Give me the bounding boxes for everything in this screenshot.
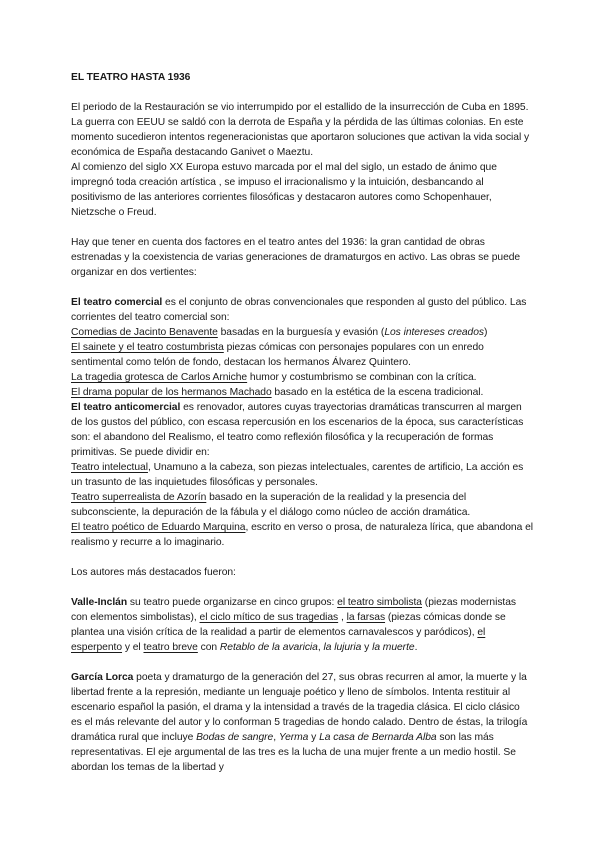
work-title: La casa de Bernarda Alba [319,732,437,743]
work-title: Retablo de la avaricia [219,642,318,653]
comercial-item: El drama popular de los hermanos Machado basado en la estética de la escena tradicional. [71,387,484,398]
intro-text-2: Al comienzo del siglo XX Europa estuvo marcada por el mal del siglo, un estado de ánimo que impregnó toda creación artística , se impuso el irracionalismo y la intuición, desbancando al positivismo de las anteriores corrientes filosóficas y destacaron autores como Schopenhauer, Nietzsche o Freud. [71,162,497,218]
comercial-term: El teatro comercial [71,297,163,308]
comercial-item-title: El drama popular de los hermanos Machado [71,387,272,398]
autores-intro: Los autores más destacados fueron: [71,567,236,578]
intro-paragraph [71,100,533,220]
comercial-item-title: Comedias de Jacinto Benavente [71,327,218,338]
factores-paragraph: Hay que tener en cuenta dos factores en el teatro antes del 1936: la gran cantidad de obras estrenadas y la coexistencia de varias generaciones de dramaturgos en activo. Las obras se puede organizar en dos vertientes: [71,237,521,278]
anticomercial-item-title: Teatro intelectual [71,462,148,473]
comercial-item: La tragedia grotesca de Carlos Arniche humor y costumbrismo se combinan con la crítica. [71,372,477,383]
document-title: EL TEATRO HASTA 1936 [71,72,191,83]
work-title: Bodas de sangre [196,732,274,743]
comercial-item-title: El sainete y el teatro costumbrista [71,342,224,353]
work-title: Yerma [278,732,309,743]
work-title: Los intereses creados [384,327,484,338]
author-name: Valle-Inclán [71,597,128,608]
comercial-definition: es el conjunto de obras convencionales que responden al gusto del público. Las corrientes del teatro comercial son: [71,297,527,323]
anticomercial-item: Teatro superrealista de Azorín basado en la superación de la realidad y la presencia del subconsciente, la depuración de la fábula y el diálogo como núcleo de acción dramática. [71,492,471,518]
anticomercial-item-title: Teatro superrealista de Azorín [71,492,207,503]
anticomercial-item: Teatro intelectual, Unamuno a la cabeza, son piezas intelectuales, carentes de artificio, La acción es un trasunto de las inquietudes filosóficas y personales. [71,462,524,488]
document-body [71,70,533,775]
anticomercial-item-title: El teatro poético de Eduardo Marquina [71,522,246,533]
vertientes-section [71,295,533,550]
anticomercial-term: El teatro anticomercial [71,402,181,413]
comercial-item: Comedias de Jacinto Benavente basadas en la burguesía y evasión (Los intereses creados) [71,327,488,338]
genre-link: teatro breve [143,642,198,653]
author-name: García Lorca [71,672,134,683]
genre-link: el teatro simbolista [337,597,422,608]
work-title: la muerte [372,642,415,653]
comercial-item: El sainete y el teatro costumbrista piezas cómicas con personajes populares con un enredo sentimental como telón de fondo, destacan los hermanos Álvarez Quintero. [71,342,484,368]
genre-link: la farsas [346,612,386,623]
valle-inclan-paragraph: Valle-Inclán su teatro puede organizarse en cinco grupos: el teatro simbolista (piezas modernistas con elementos simbolistas), el ciclo mítico de sus tragedias , la farsas (piezas cómicas donde se plantea una visión crítica de la realidad a partir de elementos carnavalescos y paródicos), el esperpento y el teatro breve con Retablo de la avaricia, la lujuria y la muerte. [71,597,517,653]
intro-text-1: El periodo de la Restauración se vio interrumpido por el estallido de la insurrección de Cuba en 1895. La guerra con EEUU se saldó con la derrota de España y la pérdida de las últimas colonias. En este momento sucedieron intentos regeneracionistas que aportaron soluciones que activan la vida social y económica de España destacando Ganivet o Maeztu. [71,102,530,158]
genre-link: el esperpento [71,627,486,653]
work-title: la lujuria [323,642,362,653]
anticomercial-item: El teatro poético de Eduardo Marquina, escrito en verso o prosa, de naturaleza lírica, que abandona el realismo y recurre a lo imaginario. [71,522,534,548]
lorca-paragraph: García Lorca poeta y dramaturgo de la generación del 27, sus obras recurren al amor, la muerte y la libertad frente a la represión, mediante un lenguaje poético y lleno de símbolos. Intenta restituir al escenario español la pasión, el drama y la intensidad a través de la tragedia clásica. El ciclo clásico es el más relevante del autor y lo conforman 5 tragedias de hondo calado. Dentro de éstas, la trilogía dramática rural que incluye Bodas de sangre, Yerma y La casa de Bernarda Alba son las más representativas. El eje argumental de las tres es la lucha de una mujer frente a un medio hostil. Se abordan los temas de la libertad y [71,672,528,773]
anticomercial-definition: es renovador, autores cuyas trayectorias dramáticas transcurren al margen de los gustos del público, con escasa repercusión en los escenarios de la época, sus características son: el abandono del Realismo, el teatro como reflexión filosófica y la recuperación de formas primitivas. Se puede dividir en: [71,402,524,458]
comercial-item-title: La tragedia grotesca de Carlos Arniche [71,372,248,383]
genre-link: el ciclo mítico de sus tragedias [199,612,339,623]
